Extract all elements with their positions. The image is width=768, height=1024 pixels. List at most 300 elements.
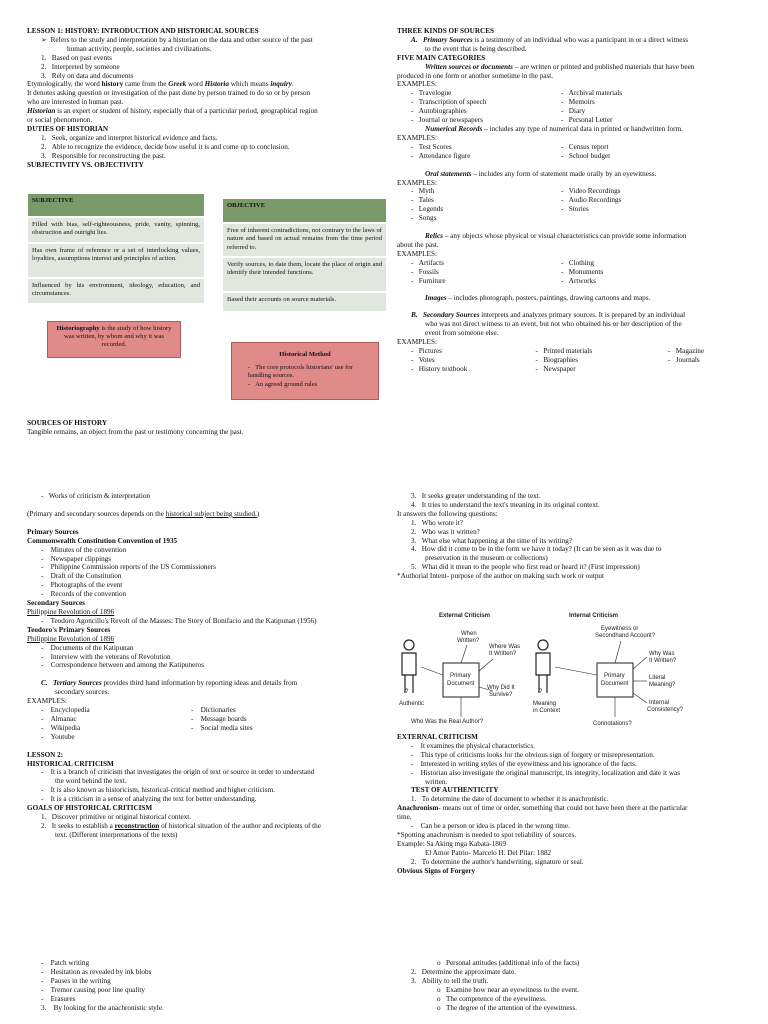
example-item: - Transcription of speech xyxy=(411,98,487,107)
question-text: What did it mean to the people who first read or heard it? (First impression) xyxy=(421,563,640,572)
example-item: - Biographies xyxy=(535,355,579,364)
example-text: Encyclopedia xyxy=(50,706,90,715)
examples-label: EXAMPLES: xyxy=(397,133,437,142)
written-def xyxy=(397,63,747,72)
item-text: This type of criticisms looks for the obvious sign of forgery or misrepresentation. xyxy=(420,750,655,759)
example-item: - Encyclopedia xyxy=(41,706,90,715)
relics-def xyxy=(397,232,747,241)
question-text: Who was it written? xyxy=(421,527,480,536)
oral-examples xyxy=(397,187,747,223)
example-text: Attendance figure xyxy=(418,151,471,160)
item-text: Tremor causing poor line quality xyxy=(50,985,145,994)
numbered-text: Ability to tell the truth. xyxy=(421,976,489,985)
example-item: - Memoirs xyxy=(561,98,595,107)
internalc-label: Internal xyxy=(649,700,670,706)
objective-head: OBJECTIVE xyxy=(223,199,386,222)
obvious-title: Obvious Signs of Forgery xyxy=(397,866,476,875)
person-icon xyxy=(536,640,550,693)
example-text: Test Scores xyxy=(418,142,452,151)
example-text: School budget xyxy=(568,151,611,160)
teodoro-item: - Documents of the Katipunan xyxy=(41,643,134,652)
item-text: Correspondence between and among the Katipuneros xyxy=(50,661,205,670)
primary-def-cont: to the event that is being described. xyxy=(425,44,527,53)
examples-label: EXAMPLES: xyxy=(397,178,437,187)
document-label: Document xyxy=(601,681,629,687)
commonwealth-item: - Minutes of the convention xyxy=(41,545,127,554)
example-item: - Newspaper xyxy=(535,364,576,373)
example-item: - Wikipedia xyxy=(41,723,81,732)
item-text: Minutes of the convention xyxy=(50,545,127,554)
goal-c: of historical situation of the author and recipients of the xyxy=(159,821,321,830)
duty-text: Seek, organize and interpret historical evidence and facts. xyxy=(51,133,218,142)
example-item: - Magazine xyxy=(667,347,705,355)
objective-cell: Verify sources, to date them, locate the place of origin and identify their intended functions. xyxy=(223,258,386,291)
example-item: - Tales xyxy=(411,196,434,205)
example-text: Message boards xyxy=(200,714,247,723)
ext-item: - Interested in writing styles of the eyewitness and his ignorance of the facts. xyxy=(411,759,637,768)
secondhand-label: Secondhand Account? xyxy=(595,633,656,639)
duty-text: Responsible for reconstructing the past. xyxy=(51,151,166,160)
ety-i: . xyxy=(291,80,294,89)
example-item: - Autobiographies xyxy=(411,107,467,116)
subjective-table xyxy=(28,194,204,303)
three-kinds-title: THREE KINDS OF SOURCES xyxy=(397,27,494,35)
question-item-cont: preservation in the museum or collections) xyxy=(425,554,548,563)
secondary-def-cont: who was not direct witness to an event, but not who obtained his or her description of the xyxy=(425,320,682,329)
subjective-cell: Has own frame of reference or a set of interlocking values, loyalties, assumptions interest and principles of action. xyxy=(28,244,204,277)
item-text: Erasures xyxy=(50,994,76,1003)
numbered-text: Based on past events xyxy=(51,53,112,62)
meaning-label: Meaning xyxy=(533,701,557,707)
numbered-text: It seeks greater understanding of the text. xyxy=(421,492,541,500)
arrow-item-cont: human activity, people, societies and civilizations. xyxy=(67,44,212,53)
oral-left xyxy=(397,187,561,223)
historiography-rest: is the study of how history was written, by whom and why it was recorded. xyxy=(64,325,172,349)
anach-word: Anachronism xyxy=(397,804,439,813)
written-examples xyxy=(397,89,747,125)
oral-rest: – includes any form of statement made orally by an eyewitness. xyxy=(471,169,657,178)
example-item: - Artifacts xyxy=(411,258,444,267)
example-text: Furniture xyxy=(418,276,446,285)
example-item: - Test Scores xyxy=(411,142,452,151)
subjective-cell: Filled with bias, self-righteousness, pride, vanity, spinning, obstruction and outright lies. xyxy=(28,218,204,242)
sources-def: Tangible remains, an object from the past or testimony concerning the past. xyxy=(27,427,244,436)
item-text: Records of the convention xyxy=(50,590,127,599)
tertiary-rest: provides third hand information by reporting ideas and details from xyxy=(101,679,298,688)
question-text: Who wrote it? xyxy=(421,518,463,527)
example-item: - Archival materials xyxy=(561,89,623,98)
example-text: Artifacts xyxy=(418,258,444,267)
criticism-diagram xyxy=(397,605,717,730)
tertiary-def xyxy=(27,679,377,688)
example-text: Video Recordings xyxy=(568,187,621,196)
ety-f: Historia xyxy=(204,80,229,89)
primary-sources-title: Primary Sources xyxy=(27,527,79,536)
goal-item: 1. Discover primitive or original historical context. xyxy=(41,813,192,821)
commonwealth-item: - Records of the convention xyxy=(41,590,127,599)
item-text: Draft of the Constitution xyxy=(50,572,122,581)
hc-item: - It is also known as historicism, historical-critical method and higher criticism. xyxy=(41,786,275,795)
example-text: Clothing xyxy=(568,258,594,267)
sub-text: The degree of the attention of the eyewitness. xyxy=(445,1003,577,1012)
example-text: Stories xyxy=(568,205,589,214)
secondary-item: - Teodoro Agoncillo's Revolt of the Masses: The Story of Bonifacio and the Katipunan (1956) xyxy=(41,616,317,625)
works-item: - Works of criticism & interpretation xyxy=(41,492,151,500)
example-text: Archival materials xyxy=(568,89,623,98)
ety-e: word xyxy=(186,80,205,89)
sub-item: o Personal attitudes (additional info of the facts) xyxy=(437,959,580,967)
commonwealth-title: Commonwealth Constitution Convention of 1935 xyxy=(27,536,178,545)
duty-text: Able to recognize the evidence, decide how useful it is and come up to conclusion. xyxy=(51,142,290,151)
test-item: 2. To determine the author's handwriting, signature or seal. xyxy=(411,857,584,866)
subjective-cell: Influenced by his environment, ideology, education, and circumstances. xyxy=(28,279,204,303)
example-item: - Clothing xyxy=(561,258,594,267)
commonwealth-item: - Photographs of the event xyxy=(41,581,123,590)
anachronism-def xyxy=(397,804,747,813)
example-text: Travelogue xyxy=(418,89,452,98)
item-text: Can be a person or idea is placed in the wrong time. xyxy=(420,822,570,831)
numbered-text: Interpreted by someone xyxy=(51,62,120,71)
example-item: - Monuments xyxy=(561,267,604,276)
survive-label: Survive? xyxy=(489,692,513,698)
example-item: - Social media sites xyxy=(191,723,253,732)
item-text: Newspaper clippings xyxy=(50,554,112,563)
relics-word: Relics xyxy=(425,232,443,241)
tertiary-right xyxy=(191,706,341,742)
person-icon xyxy=(402,640,416,693)
example-text: Biographies xyxy=(543,355,579,364)
example-item: - Furniture xyxy=(411,276,446,285)
commonwealth-item: - Draft of the Constitution xyxy=(41,572,122,581)
item-text: Hesitation as revealed by ink blobs xyxy=(50,967,152,976)
relics-def-cont: about the past. xyxy=(397,240,439,249)
example-text: Memoirs xyxy=(568,98,595,107)
tertiary-word: Tertiary Sources xyxy=(52,679,102,688)
objective-cell: Based their accounts on source materials. xyxy=(223,293,386,311)
internal-criticism-section xyxy=(397,959,747,1012)
subj-obj-title: SUBJECTIVITY VS. OBJECTIVITY xyxy=(27,160,144,169)
example-item: - Youtube xyxy=(41,732,75,741)
item-text: Interested in writing styles of the eyewitness and his ignorance of the facts. xyxy=(420,759,637,768)
example-text: Songs xyxy=(418,214,437,223)
literal-label: Literal xyxy=(649,675,666,681)
example-text: Autobiographies xyxy=(418,107,467,116)
ext-item: - Historian also investigate the original manuscript, its integrity, localization and date it was xyxy=(411,768,681,777)
numbered-item: 4. It tries to understand the text's meaning in its original context. xyxy=(411,500,600,509)
test-text: To determine the author's handwriting, signature or seal. xyxy=(421,857,584,866)
historian-rest: is an expert or student of history, especially that of a particular period, geographical region xyxy=(55,107,318,116)
hc-item-cont: the word behind the text. xyxy=(55,777,127,786)
ety-d: Greek xyxy=(168,80,187,89)
item-text: Interview with the veterans of Revolution xyxy=(50,652,171,661)
question-text: How did it come to be in the form we have it today? (It can be seen as it was due to xyxy=(421,545,662,554)
example-item: - Video Recordings xyxy=(561,187,621,196)
item-text: Philippine Commission reports of the US Commissioners xyxy=(50,563,216,572)
written-word: Written sources or documents xyxy=(425,62,513,71)
historiography-box xyxy=(47,321,181,358)
forgery-item: - Patch writing xyxy=(41,959,90,967)
numerical-examples xyxy=(397,143,747,161)
sub-text: Examine how near an eyewitness to the event. xyxy=(445,985,579,994)
numbered-text: By looking for the anachronistic style. xyxy=(53,1003,164,1012)
document-label: Document xyxy=(447,681,475,687)
ety-a: Etymologically, the word xyxy=(27,80,102,89)
item-text: Documents of the Katipunan xyxy=(50,643,134,652)
example-text: Votes xyxy=(418,355,435,364)
forgery-item: - Pauses in the writing xyxy=(41,976,111,985)
example-item: - Census report xyxy=(561,142,609,151)
works-text: Works of criticism & interpretation xyxy=(48,492,151,500)
itwritten-label: It Written? xyxy=(489,651,517,657)
internal-label: Internal Criticism xyxy=(569,613,619,619)
whywas-label: Why Was xyxy=(649,651,675,657)
numerical-word: Numerical Records xyxy=(425,124,483,133)
ety-h: inquiry xyxy=(270,80,292,89)
example-text: Diary xyxy=(568,107,586,116)
forgery-item: - Erasures xyxy=(41,994,76,1003)
anach-item: - Can be a person or idea is placed in the wrong time. xyxy=(411,822,570,831)
denotes-line: who are interested in human past. xyxy=(27,98,124,107)
question-text: What else what happening at the time of its writing? xyxy=(421,536,573,545)
c-label: C. xyxy=(41,679,48,688)
eyewitness-label: Eyewitness or xyxy=(601,626,639,632)
numerical-left xyxy=(397,143,561,161)
images-word: Images xyxy=(425,294,447,303)
images-def xyxy=(397,294,747,303)
question-item: 2. Who was it written? xyxy=(411,527,480,536)
example-text: Youtube xyxy=(50,732,75,741)
secondary-rest: interprets and analyzes primary sources. It is prepared by an individual xyxy=(479,311,686,320)
question-item: 5. What did it mean to the people who first read or heard it? (First impression) xyxy=(411,563,640,572)
written-right xyxy=(561,89,711,125)
whydid-label: Why Did It xyxy=(487,685,515,691)
example-item: - Diary xyxy=(561,107,586,116)
question-item: 4. How did it come to be in the form we have it today? (It can be seen as it was due to xyxy=(411,545,662,554)
numbered-item: 1. Based on past events xyxy=(41,53,112,62)
teodoro-item: - Correspondence between and among the Katipuneros xyxy=(41,661,205,670)
goals-title: GOALS OF HISTORICAL CRITICISM xyxy=(27,804,153,813)
primary-word: Primary Sources xyxy=(422,35,473,44)
ety-c: came from the xyxy=(123,80,169,89)
item-text: It is a criticism in a sense of analyzing the text for better understanding. xyxy=(50,795,257,804)
numerical-rest: – includes any type of numerical data in printed or handwritten form. xyxy=(482,124,683,133)
goal-b: reconstruction xyxy=(114,821,160,830)
primary-label: Primary xyxy=(604,673,625,679)
numbered-item: 3. Rely on data and documents xyxy=(41,71,134,80)
primary-label: Primary xyxy=(450,673,471,679)
real-author-label: Who Was the Real Author? xyxy=(411,719,484,725)
example-item: - Journal or newspapers xyxy=(411,116,484,125)
secondary-word: Secondary Sources xyxy=(422,311,480,320)
example-text: Pictures xyxy=(418,347,442,355)
example-item: - Printed materials xyxy=(535,347,593,355)
meaning-q-label: Meaning? xyxy=(649,682,676,688)
ext-title: EXTERNAL CRITICISM xyxy=(397,733,478,741)
b-label: B. xyxy=(411,311,418,320)
oral-right xyxy=(561,187,711,223)
example-text: Myth xyxy=(418,187,435,196)
item-text: It examines the physical characteristics. xyxy=(420,741,535,750)
objective-cell: Free of inherent contradictions, not contrary to the laws of nature and based on actual remains from the time period referred to. xyxy=(223,224,386,256)
hc-item: - It is a criticism in a sense of analyzing the text for better understanding. xyxy=(41,795,257,804)
forgery-signs-section xyxy=(27,959,377,1012)
relics-rest: – any objects whose physical or visual characteristics can provide some information xyxy=(442,232,687,241)
secondary-col2 xyxy=(536,347,668,374)
example-line: Example: Sa Aking mga Kabata-1869 xyxy=(397,839,506,848)
numbered-item: 3. Ability to tell the truth. xyxy=(411,976,489,985)
example-item: - Travelogue xyxy=(411,89,452,98)
examples-label: EXAMPLES: xyxy=(27,697,67,706)
duty-item: 1. Seek, organize and interpret historical evidence and facts. xyxy=(41,133,218,142)
example-item: - Attendance figure xyxy=(411,151,471,160)
goal-item: 2. It seeks to establish a reconstruction of historical situation of the author and recipients of the xyxy=(41,821,321,830)
example-text: Monuments xyxy=(568,267,604,276)
document-icon xyxy=(597,663,633,697)
sources-kinds-section xyxy=(397,27,747,374)
examples-label: EXAMPLES: xyxy=(397,80,437,89)
goal-a: It seeks to establish a xyxy=(51,821,115,830)
historiography-word: Historiography xyxy=(56,325,100,332)
sub-item: o The competence of the eyewitness. xyxy=(437,994,547,1003)
images-rest: – includes photograph, posters, paintings, drawing cartoons and maps. xyxy=(446,294,651,303)
document-icon xyxy=(443,663,479,697)
relics-examples xyxy=(397,259,747,286)
example-item: - History textbook xyxy=(411,364,468,373)
authentic-label: Authentic xyxy=(399,701,425,707)
numbered-item: 3. It seeks greater understanding of the text. xyxy=(411,492,541,500)
example-text: Social media sites xyxy=(200,723,253,732)
etymology xyxy=(27,80,377,89)
example-text: Magazine xyxy=(675,347,705,355)
example-item: - Songs xyxy=(411,214,437,223)
arrow-item: ➢ Refers to the study and interpretation by a historian on the data and other source of the past xyxy=(41,35,313,44)
tertiary-examples xyxy=(27,706,377,742)
item-text: Patch writing xyxy=(50,959,90,967)
item-text: Teodoro Agoncillo's Revolt of the Masses: The Story of Bonifacio and the Katipunan (1956) xyxy=(50,616,317,625)
examples-label: EXAMPLES: xyxy=(397,338,437,347)
example-text: Personal Letter xyxy=(568,116,613,125)
example-text: Transcription of speech xyxy=(418,98,487,107)
method-text: The core protocols historians' use for handling sources. xyxy=(248,364,353,380)
method-item: - The core protocols historians' use for handling sources. xyxy=(248,364,353,380)
secondary-col1 xyxy=(397,347,536,374)
sub-item: o Examine how near an eyewitness to the event. xyxy=(437,985,579,994)
example-item: - Stories xyxy=(561,205,589,214)
ety-g: which means xyxy=(228,80,271,89)
connotations-label: Connotations? xyxy=(593,721,632,727)
test-text: To determine the date of document to whether it is anachronistic. xyxy=(421,795,609,804)
duties-title: DUTIES OF HISTORIAN xyxy=(27,124,109,133)
q-mark: ? xyxy=(539,689,543,695)
example-item: - Legends xyxy=(411,205,444,214)
spotting-note: *Spotting anachronism is needed to spot reliability of sources. xyxy=(397,830,577,839)
example-text: Journal or newspapers xyxy=(418,116,484,125)
example-text: History textbook xyxy=(418,364,468,373)
revolution-title: Philippine Revolution of 1896 xyxy=(27,634,115,643)
example-text: Journals xyxy=(675,355,700,364)
test-item: 1. To determine the date of document to whether it is anachronistic. xyxy=(411,795,609,804)
secondary-def-cont: event from someone else. xyxy=(425,329,499,338)
anachronism-def-cont: time. xyxy=(397,813,412,822)
secondary-def xyxy=(397,311,747,320)
test-title: TEST OF AUTHENTICITY xyxy=(411,786,499,795)
context-label: in Context xyxy=(533,708,561,714)
example-item: - Audio Recordings xyxy=(561,196,622,205)
duty-item: 3. Responsible for reconstructing the past. xyxy=(41,151,166,160)
method-text: An agreed ground rules xyxy=(255,380,318,388)
anach-rest: - means out of time or order, something that could not have been there at the particular xyxy=(438,804,688,813)
numbered-text: Determine the approximate date. xyxy=(421,967,516,976)
item-text: Photographs of the event xyxy=(50,581,123,590)
method-item: - An agreed ground rules xyxy=(248,380,318,388)
numbered-item: 2. Interpreted by someone xyxy=(41,62,120,71)
written-label: Written? xyxy=(457,638,480,644)
method-title: Historical Method xyxy=(279,351,331,358)
numerical-def xyxy=(397,125,747,134)
example-text: Wikipedia xyxy=(50,723,81,732)
commonwealth-item: - Newspaper clippings xyxy=(41,554,112,563)
example-text: Legends xyxy=(418,205,444,214)
example-text: Almanac xyxy=(50,714,77,723)
subjective-head: SUBJECTIVE xyxy=(28,194,204,216)
paren-note xyxy=(27,510,377,519)
a-label: A. xyxy=(411,35,418,44)
relics-left xyxy=(397,259,561,286)
item-text: It is a branch of criticism that investigates the origin of text or source in order to understand xyxy=(50,768,315,777)
numbered-item: 2. Determine the approximate date. xyxy=(411,967,516,976)
example-line: El Amor Patrio- Marcelo H. Del Pilar: 1882 xyxy=(425,848,552,857)
sources-section xyxy=(27,419,377,437)
example-item: - Pictures xyxy=(411,347,442,355)
authorial-note: *Authorial Intent- purpose of the author on making such work or output xyxy=(397,572,604,581)
example-item: - School budget xyxy=(561,151,611,160)
example-text: Tales xyxy=(418,196,434,205)
example-item: - Personal Letter xyxy=(561,116,613,125)
item-text: It is also known as historicism, historical-critical method and higher criticism. xyxy=(50,786,275,795)
hc-item: - It is a branch of criticism that investigates the origin of text or source in order to understand xyxy=(41,768,315,777)
consistency-label: Consistency? xyxy=(647,707,684,713)
example-text: Artworks xyxy=(568,276,596,285)
tertiary-def-cont: secondary sources. xyxy=(55,688,110,697)
secondary-col3 xyxy=(668,347,747,374)
written-left xyxy=(397,89,561,125)
q-mark: ? xyxy=(405,689,409,695)
goal-item-cont: text. (Different interpretations of the texts) xyxy=(55,830,178,839)
example-item: - Journals xyxy=(667,355,700,364)
numbered-text: It tries to understand the text's meaning in its original context. xyxy=(421,500,600,509)
when-label: When xyxy=(461,631,477,637)
tertiary-left xyxy=(27,706,191,742)
lesson2-title: LESSON 2: xyxy=(27,750,64,759)
revolution-title: Philippine Revolution of 1896 xyxy=(27,607,115,616)
example-text: Audio Recordings xyxy=(568,196,622,205)
paren-c: ) xyxy=(256,509,260,518)
primary-rest: is a testimony of an individual who was a participant in or a direct witness xyxy=(472,35,689,44)
commonwealth-item: - Philippine Commission reports of the US Commissioners xyxy=(41,563,216,572)
where-label: Where Was xyxy=(489,644,521,650)
numerical-right xyxy=(561,143,711,161)
lesson1-title: LESSON 1: HISTORY: INTRODUCTION AND HISTORICAL SOURCES xyxy=(27,27,259,35)
numbered-item: 3. By looking for the anachronistic style. xyxy=(41,1003,164,1012)
historical-method-box xyxy=(231,342,379,400)
oral-def xyxy=(397,170,747,179)
example-text: Fossils xyxy=(418,267,439,276)
question-item: 1. Who wrote it? xyxy=(411,518,463,527)
numbered-text: Rely on data and documents xyxy=(51,71,134,80)
secondary-examples xyxy=(397,347,747,374)
example-item: - Message boards xyxy=(191,714,247,723)
item-text: Historian also investigate the original manuscript, its integrity, localization and date it was xyxy=(420,768,681,777)
